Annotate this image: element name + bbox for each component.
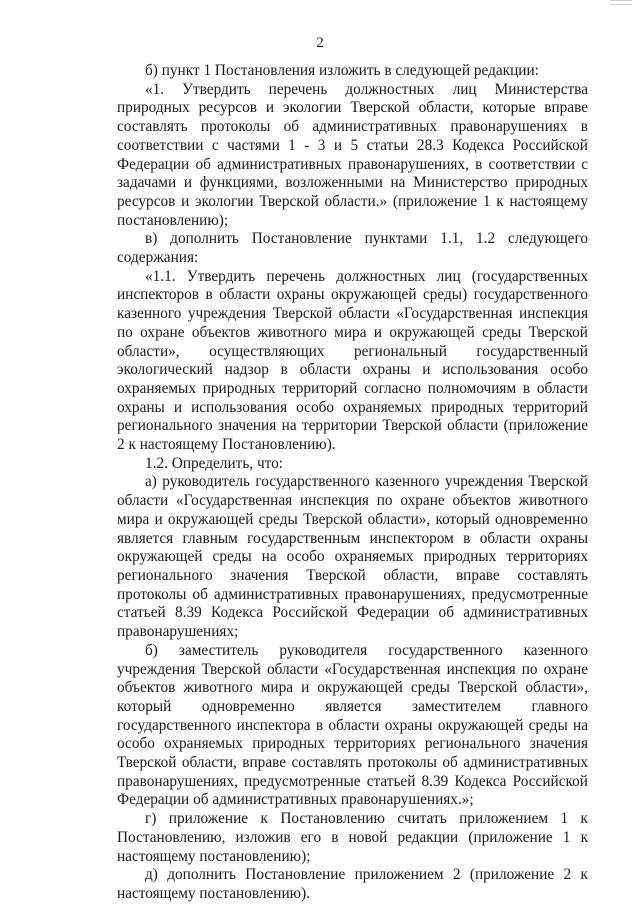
- paragraph-item-b-intro: б) пункт 1 Постановления изложить в следующей редакции:: [145, 62, 539, 79]
- paragraph-item-g: г) приложение к Постановлению считать приложением 1 к Постановлению, изложив его в новой редакции (приложение 1 к настоящему постановлению);: [117, 810, 588, 865]
- paragraph-point-1-1-text: «1.1. Утвердить перечень должностных лиц (государственных инспекторов в области охраны окружающей среды) государственного казенного учреждения Тверской области «Государственная инспекция по охране объектов животного мира и окружающей среды Тверской области», осуществляющих региональный государственный экологический надзор в области охраны и использования особо охраняемых природных территорий согласно полномочиям в области охраны и использования особо охраняемых природных территорий регионального значения на территории Тверской области (приложение 2 к настоящему Постановлению).: [117, 267, 588, 454]
- paragraph-item-d: д) дополнить Постановление приложением 2 (приложение 2 к настоящему постановлению).: [117, 866, 588, 902]
- paragraph-point-1-2-intro: 1.2. Определить, что:: [145, 454, 284, 472]
- scan-corner-mark: [610, 0, 632, 5]
- page-number: 2: [316, 35, 324, 51]
- document-body: [117, 62, 588, 904]
- paragraph-point-1-text: «1. Утвердить перечень должностных лиц Министерства природных ресурсов и экологии Тверской области, которые вправе составлять протоколы об административных правонарушениях в соответствии с частями 1 - 3 и 5 статьи 28.3 Кодекса Российской Федерации об административных правонарушениях, в соответствии с задачами и функциями, возложенными на Министерство природных ресурсов и экологии Тверской области.» (приложение 1 к настоящему постановлению);: [117, 80, 588, 229]
- paragraph-subitem-a: а) руководитель государственного казенного учреждения Тверской области «Государственная инспекция по охране объектов животного мира и окружающей среды Тверской области», который одновременно является главным государственным инспектором в области охраны окружающей среды на особо охраняемых природных территориях регионального значения Тверской области, вправе составлять протоколы об административных правонарушениях, предусмотренные статьей 8.39 Кодекса Российской Федерации об административных правонарушениях;: [117, 473, 588, 641]
- paragraph-subitem-b: б) заместитель руководителя государственного казенного учреждения Тверской области «Государственная инспекция по охране объектов животного мира и окружающей среды Тверской области», который одновременно является заместителем главного государственного инспектора в области охраны окружающей среды на особо охраняемых природных территориях регионального значения Тверской области, вправе составлять протоколы об административных правонарушениях, предусмотренные статьей 8.39 Кодекса Российской Федерации об административных правонарушениях.»;: [117, 641, 588, 809]
- paragraph-item-v-intro: в) дополнить Постановление пунктами 1.1, 1.2 следующего содержания:: [117, 230, 588, 267]
